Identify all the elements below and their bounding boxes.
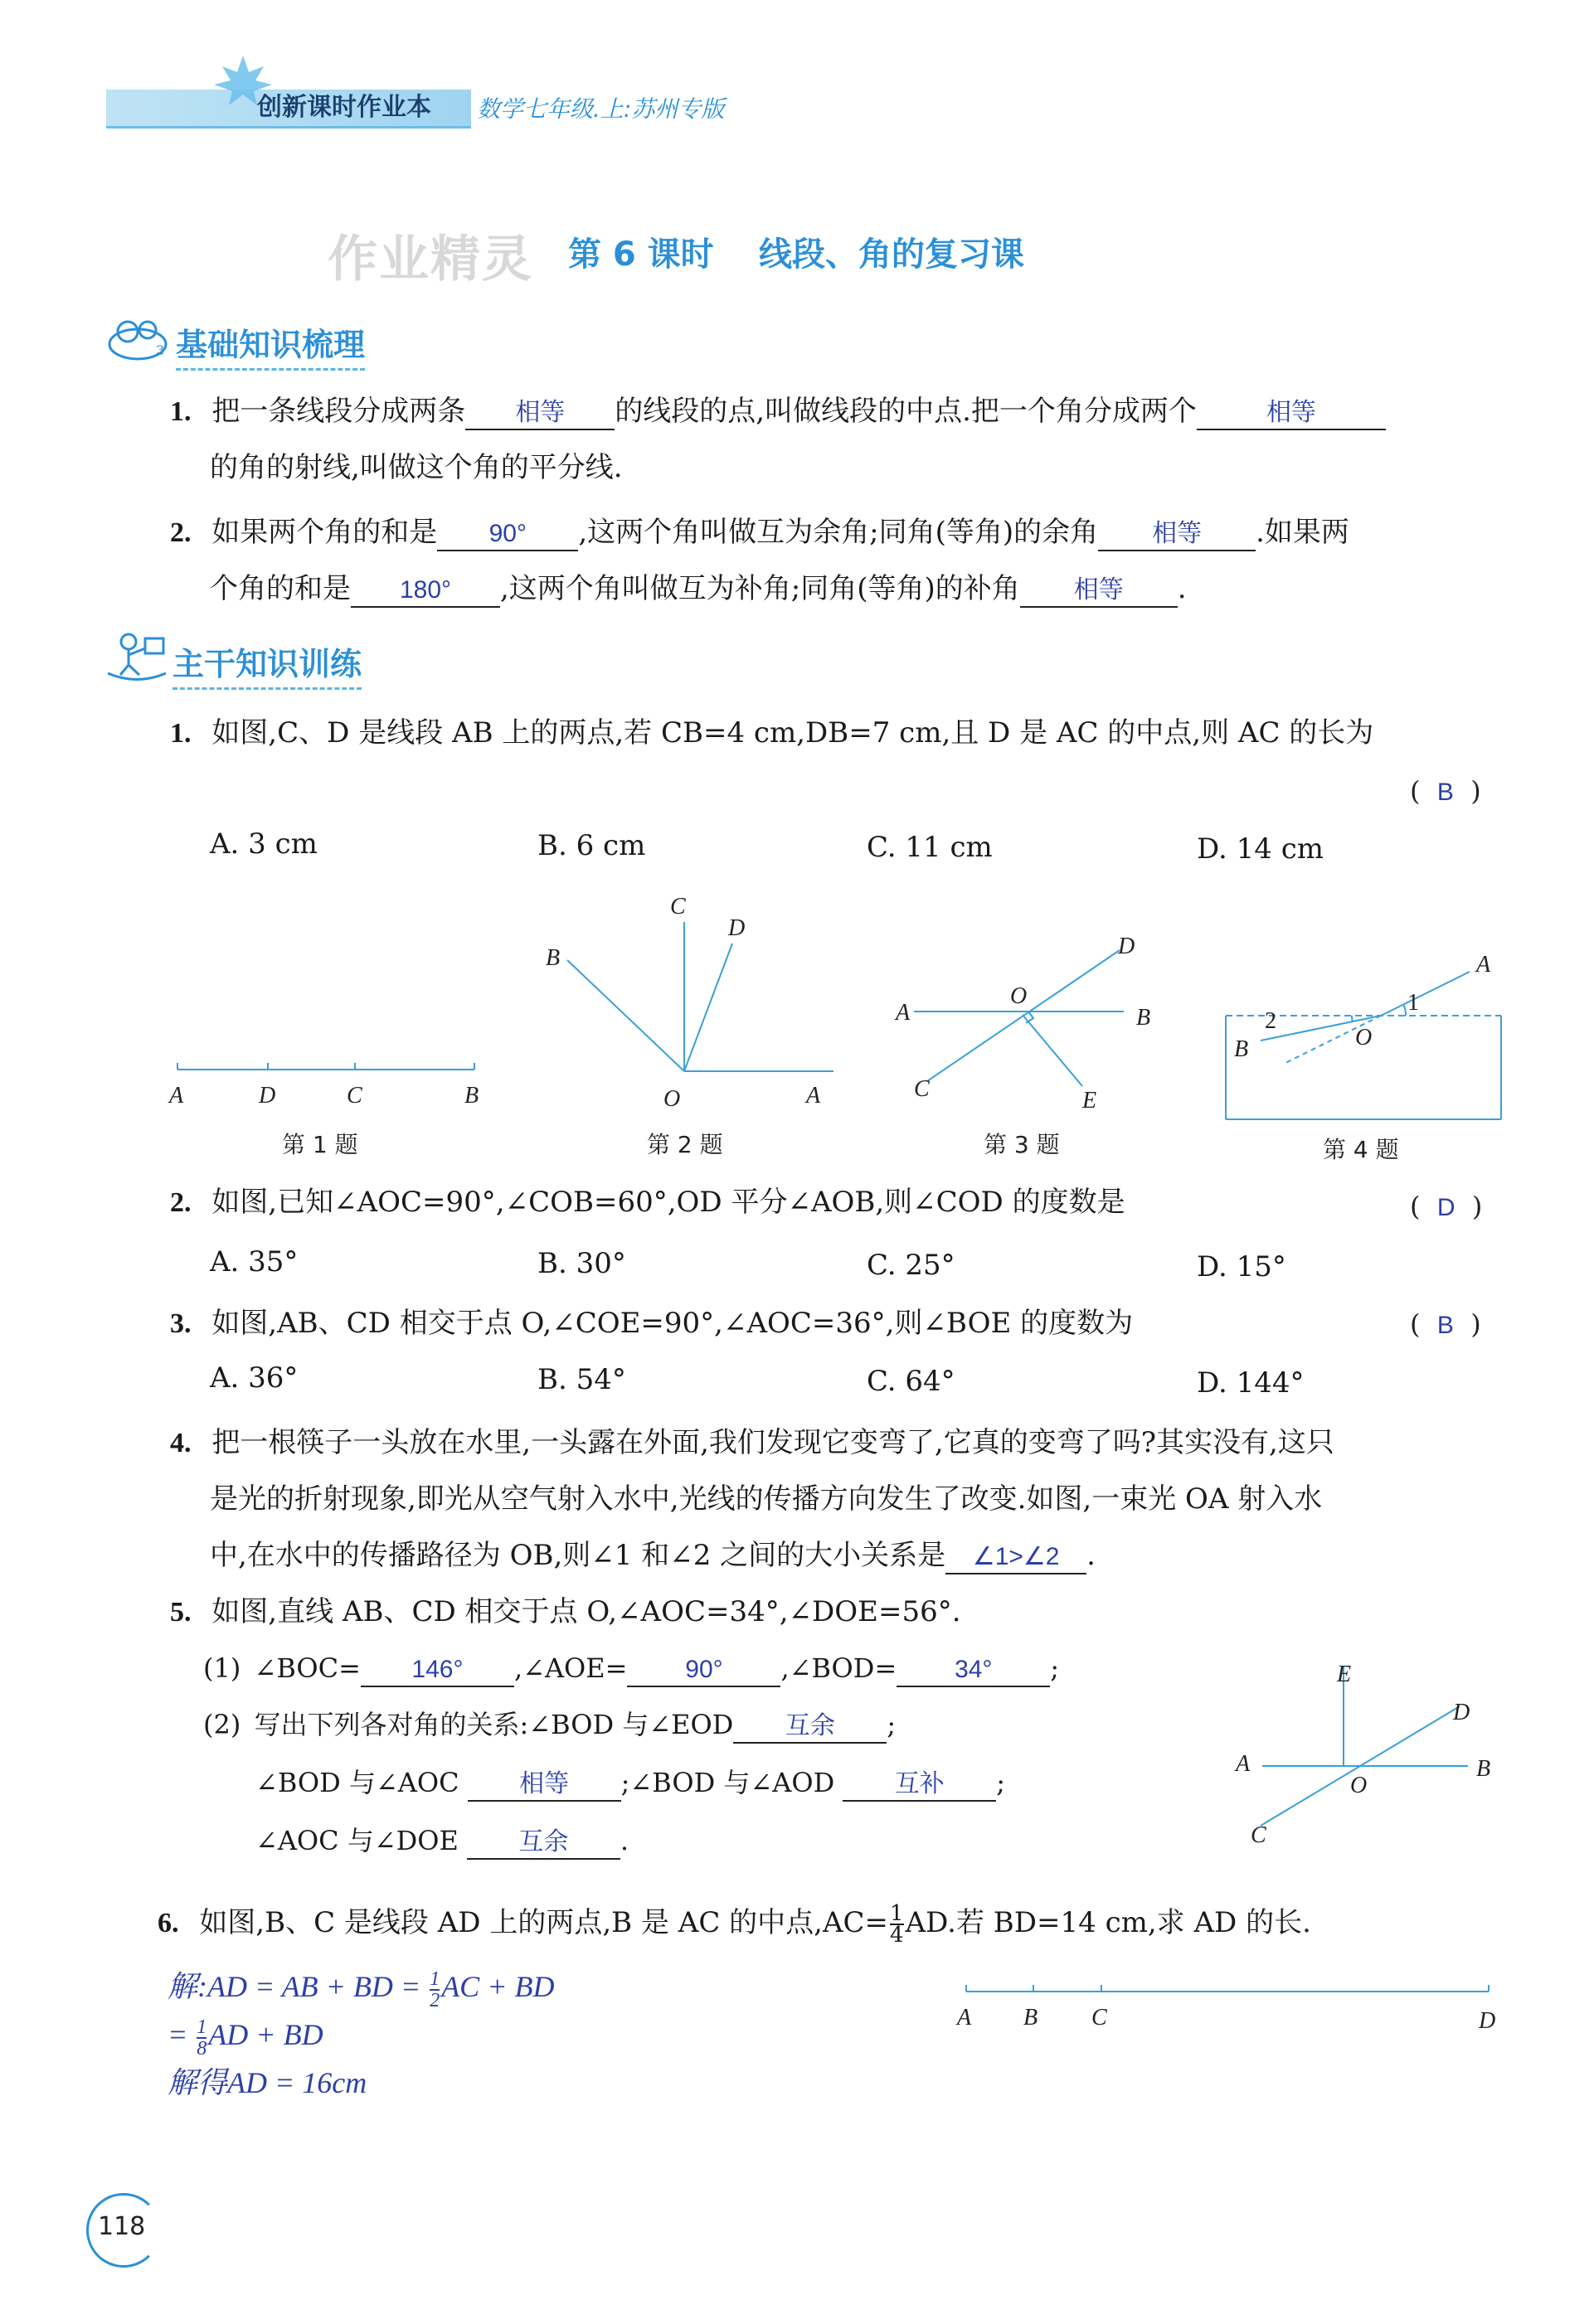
basic-q2-line2 [210, 570, 1187, 608]
main-q2-answer-paren[interactable]: ( D ) [1410, 1191, 1483, 1222]
label: D [259, 1083, 276, 1109]
text: ;∠BOD 与∠AOD [620, 1767, 835, 1798]
option-d[interactable]: D. 15° [1197, 1250, 1286, 1283]
fraction [890, 1901, 904, 1948]
answer-blank[interactable] [351, 575, 500, 608]
text: . [620, 1825, 629, 1856]
answer-blank[interactable] [465, 397, 615, 430]
label: A [896, 1000, 911, 1026]
fraction-denominator: 2 [430, 1989, 440, 2011]
option-a[interactable]: A. 36° [210, 1361, 299, 1395]
caption: 第 2 题 [647, 1131, 723, 1158]
main-q5-part1 [203, 1650, 1059, 1687]
basic-q1-line1 [170, 393, 1386, 430]
label: D [1453, 1700, 1470, 1725]
answer: 相等 [1266, 399, 1316, 426]
label: D [1479, 2008, 1496, 2034]
answer-blank[interactable] [1098, 518, 1256, 551]
figure-5 [1227, 1650, 1501, 1866]
question-number: 1. [170, 396, 192, 427]
part-label: (1) [203, 1652, 241, 1684]
figure-1 [168, 1063, 479, 1158]
answer: 相等 [519, 1770, 570, 1798]
figure-6 [945, 1973, 1526, 2048]
watermark: 作业精灵 [328, 230, 533, 289]
option-c[interactable]: C. 25° [867, 1249, 955, 1282]
answer-blank[interactable] [467, 1827, 620, 1860]
solution-line1 [168, 1963, 554, 2011]
solution-line3: 解得AD = 16cm [168, 2066, 367, 2099]
text: 写出下列各对角的关系:∠BOD 与∠EOD [254, 1709, 734, 1740]
fraction-numerator: 1 [430, 1967, 440, 1990]
main-q4-line2: 是光的折射现象,即光从空气射入水中,光线的传播方向发生了改变.如图,一束光 OA 射入水 [210, 1482, 1323, 1516]
text: 把一条线段分成两条 [211, 395, 466, 428]
main-q5-part2-line1 [203, 1706, 896, 1744]
label: B [1234, 1036, 1249, 1062]
basic-q1-line2: 的角的射线,叫做这个角的平分线. [210, 451, 623, 484]
answer-blank[interactable] [897, 1654, 1050, 1687]
main-q2-stem [170, 1184, 1125, 1221]
question-number: 3. [170, 1308, 192, 1339]
answer: 34° [955, 1656, 993, 1683]
text: ∠AOC 与∠DOE [255, 1825, 459, 1856]
label: C [670, 894, 686, 919]
caption: 第 4 题 [1323, 1136, 1399, 1163]
text: 如图,已知∠AOC=90°,∠COB=60°,OD 平分∠AOB,则∠COD 的度数是 [211, 1186, 1125, 1219]
fraction-numerator: 1 [197, 2016, 207, 2038]
label: 1 [1407, 990, 1419, 1016]
option-c[interactable]: C. 64° [867, 1365, 955, 1398]
answer-blank[interactable] [627, 1654, 780, 1687]
label: B [546, 945, 561, 971]
label: C [1091, 2005, 1107, 2030]
label: O [663, 1086, 681, 1112]
section-icon-main [100, 623, 174, 693]
text: ; [887, 1709, 897, 1740]
text: 把一根筷子一头放在水里,一头露在外面,我们发现它变弯了,它真的变弯了吗?其实没有,这只 [211, 1426, 1334, 1459]
answer: B [1436, 1312, 1454, 1339]
text: 如图,直线 AB、CD 相交于点 O,∠AOC=34°,∠DOE=56°. [211, 1595, 961, 1628]
main-q3-stem [170, 1305, 1133, 1342]
answer: D [1436, 1194, 1455, 1221]
text: 如果两个角的和是 [211, 516, 438, 549]
text: . [1086, 1539, 1096, 1572]
answer-blank[interactable] [733, 1710, 887, 1744]
answer: 90° [488, 520, 527, 547]
label: E [1082, 1088, 1097, 1113]
label: A [169, 1083, 184, 1109]
text: 如图,C、D 是线段 AB 上的两点,若 CB=4 cm,DB=7 cm,且 D 是 AC 的中点,则 AC 的长为 [211, 716, 1374, 750]
label: A [1236, 1751, 1251, 1777]
text: 如图,B、C 是线段 AD 上的两点,B 是 AC 的中点,AC= [199, 1906, 889, 1939]
answer: 相等 [1073, 576, 1124, 604]
label: C [347, 1083, 362, 1109]
question-number: 2. [170, 1187, 192, 1218]
answer: 互补 [894, 1770, 945, 1798]
answer: 相等 [1152, 520, 1203, 547]
text: .如果两 [1256, 516, 1349, 549]
question-number: 1. [170, 718, 192, 749]
main-q1-stem [170, 715, 1373, 752]
text: 解:AD = AB + BD = [168, 1970, 421, 2003]
question-number: 4. [170, 1428, 192, 1458]
label: O [1010, 983, 1028, 1009]
text: AD + BD [208, 2018, 323, 2051]
option-a[interactable]: A. 35° [210, 1245, 299, 1278]
label: E [1337, 1662, 1352, 1687]
text: 中,在水中的传播路径为 OB,则∠1 和∠2 之间的大小关系是 [210, 1539, 946, 1572]
main-q4-line3 [210, 1537, 1096, 1574]
header-subtitle: 数学七年级.上:苏州专版 [477, 95, 725, 123]
answer: B [1436, 779, 1454, 806]
question-number: 6. [158, 1908, 179, 1938]
label: A [957, 2005, 972, 2030]
main-q6-stem [158, 1901, 1311, 1948]
fraction [197, 2017, 207, 2059]
text: ∠BOC= [254, 1652, 361, 1684]
option-c[interactable]: C. 11 cm [867, 831, 993, 864]
label: A [1476, 952, 1491, 978]
figure-3 [894, 934, 1150, 1158]
section-icon-basic [104, 307, 171, 368]
fraction-numerator: 1 [890, 1901, 904, 1926]
label: O [1355, 1025, 1373, 1050]
label: C [1251, 1822, 1266, 1848]
label: B [464, 1083, 479, 1109]
svg-text:3: 3 [156, 342, 165, 358]
figure-2 [546, 894, 833, 1158]
text: 的线段的点,叫做线段的中点.把一个角分成两个 [615, 395, 1197, 428]
label: O [1350, 1773, 1368, 1798]
main-q5-stem [170, 1594, 961, 1631]
text: . [1177, 572, 1187, 605]
text: AC + BD [441, 1970, 555, 2003]
part-label: (2) [203, 1709, 241, 1740]
text: ,这两个角叫做互为补角;同角(等角)的补角 [500, 572, 1020, 605]
question-number: 5. [170, 1597, 192, 1628]
caption: 第 3 题 [984, 1131, 1060, 1158]
answer-blank[interactable] [1197, 397, 1386, 430]
answer: 90° [685, 1656, 723, 1683]
caption: 第 1 题 [282, 1131, 358, 1158]
figure-4 [1226, 952, 1501, 1163]
question-number: 2. [170, 517, 192, 548]
label: D [728, 915, 746, 941]
answer: 146° [411, 1656, 464, 1683]
text: ,∠BOD= [780, 1652, 897, 1684]
option-d[interactable]: D. 144° [1197, 1366, 1305, 1400]
text: ; [996, 1767, 1006, 1798]
text: 如图,AB、CD 相交于点 O,∠COE=90°,∠AOC=36°,则∠BOE 的度数为 [211, 1307, 1134, 1340]
main-q5-part2-line2 [255, 1764, 1005, 1802]
section-basic-title: 基础知识梳理 [176, 319, 365, 371]
text: ,这两个角叫做互为余角;同角(等角)的余角 [578, 516, 1099, 549]
header-book-title: 创新课时作业本 [257, 93, 431, 122]
fraction-denominator: 4 [890, 1923, 904, 1948]
answer-blank[interactable] [945, 1541, 1086, 1574]
lesson-number: 第 6 课时 [568, 235, 714, 274]
main-q3-answer-paren[interactable]: ( B ) [1410, 1308, 1481, 1340]
label: A [806, 1083, 821, 1109]
text: ∠BOD 与∠AOC [255, 1767, 459, 1798]
lesson-title: 线段、角的复习课 [759, 235, 1024, 274]
main-q5-part2-line3 [255, 1822, 629, 1860]
answer: 互余 [518, 1828, 569, 1856]
answer: 180° [399, 576, 452, 604]
label: B [1023, 2005, 1038, 2030]
label: C [914, 1076, 930, 1102]
text: ,∠AOE= [513, 1652, 628, 1684]
option-d[interactable]: D. 14 cm [1197, 832, 1324, 866]
main-q4-line1 [170, 1424, 1334, 1462]
solution-line2 [168, 2011, 323, 2059]
option-b[interactable]: B. 54° [537, 1363, 626, 1396]
answer: 互余 [785, 1712, 835, 1739]
basic-q2-line1 [170, 514, 1349, 551]
answer: ∠1>∠2 [972, 1543, 1060, 1570]
option-b[interactable]: B. 30° [537, 1247, 626, 1280]
answer-blank[interactable] [468, 1768, 621, 1802]
answer-blank[interactable] [437, 518, 578, 551]
label: D [1118, 934, 1135, 959]
answer-blank[interactable] [361, 1654, 514, 1687]
text: AD.若 BD=14 cm,求 AD 的长. [905, 1906, 1311, 1939]
answer-blank[interactable] [1020, 575, 1178, 608]
page-number-text: 118 [98, 2212, 146, 2241]
answer: 相等 [515, 399, 566, 426]
text: = [168, 2018, 188, 2051]
main-q1-answer-paren[interactable]: ( B ) [1410, 775, 1481, 807]
section-main-title: 主干知识训练 [173, 638, 362, 690]
figures-row [158, 879, 1518, 1177]
answer-blank[interactable] [843, 1768, 996, 1802]
label: 2 [1265, 1008, 1276, 1034]
fraction [430, 1969, 440, 2011]
fraction-denominator: 8 [197, 2037, 207, 2060]
text: 个角的和是 [210, 572, 351, 605]
text: ; [1050, 1652, 1060, 1684]
label: B [1136, 1005, 1151, 1031]
option-a[interactable]: A. 3 cm [210, 827, 318, 861]
option-b[interactable]: B. 6 cm [537, 829, 646, 862]
label: B [1476, 1756, 1491, 1782]
